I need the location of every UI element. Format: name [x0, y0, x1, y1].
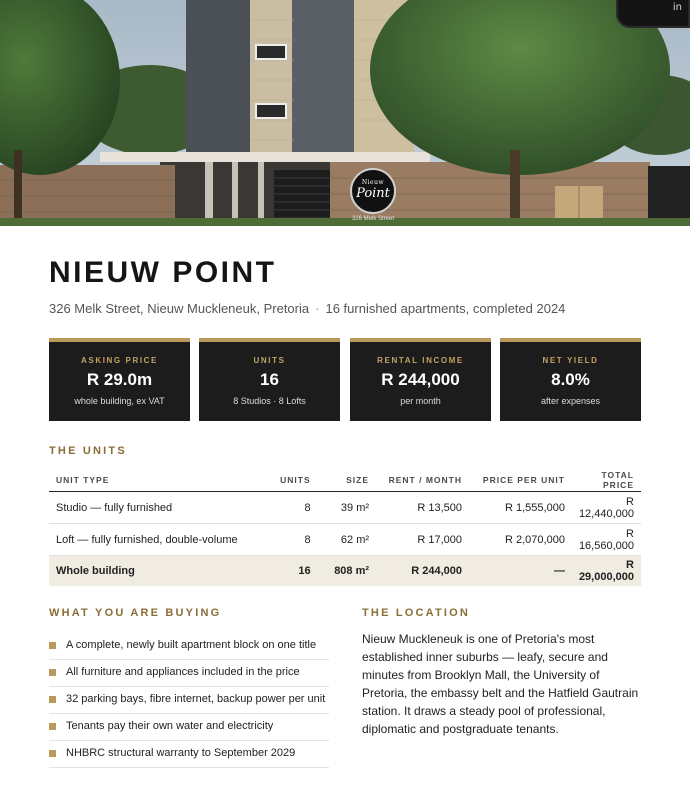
list-item	[49, 687, 329, 714]
cell-rent: R 17,000	[376, 524, 469, 556]
table-total-row	[49, 556, 641, 587]
column-header: UNIT TYPE	[49, 468, 264, 492]
cell-total-price: R 12,440,000	[572, 492, 641, 524]
table-row	[49, 524, 641, 556]
list-item-text: NHBRC structural warranty to September 2029	[66, 747, 296, 759]
cell-rent: R 244,000	[376, 556, 469, 587]
logo-text-bottom: Point	[356, 186, 390, 201]
cell-price-per-unit: —	[469, 556, 572, 587]
cell-total-price: R 29,000,000	[572, 556, 641, 587]
key-stats	[49, 338, 641, 421]
building-logo-sign	[350, 168, 396, 214]
list-item-text: A complete, newly built apartment block on one title	[66, 639, 317, 651]
stat-label: NET YIELD	[542, 356, 599, 365]
stat-card-rental-income	[350, 338, 491, 421]
location-description: Nieuw Muckleneuk is one of Pretoria's most established inner suburbs — leafy, secure and minutes from Brooklyn Mall, the University of Pretoria, the embassy belt and the Hatfield Gautrain station. It draws a steady pool of professional, diplomatic and postgraduate tenants.	[362, 632, 639, 736]
stat-card-units	[199, 338, 340, 421]
device-overlay-text: in	[672, 2, 682, 13]
list-item	[49, 741, 329, 768]
cell-size: 39 m²	[318, 492, 376, 524]
square-bullet-icon	[49, 723, 56, 730]
square-bullet-icon	[49, 669, 56, 676]
list-item	[49, 633, 329, 660]
property-address: 326 Melk Street, Nieuw Muckleneuk, Pretoria	[49, 301, 310, 316]
column-header: RENT / MONTH	[376, 468, 469, 492]
cell-price-per-unit: R 2,070,000	[469, 524, 572, 556]
column-header: UNITS	[264, 468, 318, 492]
stat-value: R 29.0m	[86, 370, 153, 389]
cell-size: 808 m²	[318, 556, 376, 587]
property-subtitle	[49, 301, 565, 316]
cell-units: 8	[264, 492, 318, 524]
stat-label: RENTAL INCOME	[377, 356, 464, 365]
list-item	[49, 660, 329, 687]
building-illustration	[0, 0, 690, 226]
stat-label: UNITS	[253, 356, 286, 365]
list-item	[49, 714, 329, 741]
square-bullet-icon	[49, 696, 56, 703]
table-row	[49, 492, 641, 524]
stat-sub: 8 Studios · 8 Lofts	[233, 396, 306, 406]
property-title: NIEUW POINT	[49, 256, 277, 289]
column-header: TOTAL PRICE	[572, 468, 641, 492]
stat-sub: per month	[400, 396, 441, 406]
buying-list	[49, 633, 329, 768]
list-item-text: All furniture and appliances included in the price	[66, 666, 300, 678]
logo-text-top: Nieuw	[361, 179, 385, 186]
units-heading: THE UNITS	[49, 445, 127, 457]
subtitle-separator: ·	[315, 301, 320, 316]
cell-unit-type: Loft — fully furnished, double-volume	[49, 524, 264, 556]
cell-rent: R 13,500	[376, 492, 469, 524]
stat-card-asking-price	[49, 338, 190, 421]
cell-size: 62 m²	[318, 524, 376, 556]
cell-units: 8	[264, 524, 318, 556]
stat-sub: whole building, ex VAT	[74, 396, 165, 406]
table-header-row	[49, 468, 641, 492]
device-notch-overlay	[616, 0, 690, 28]
location-heading: THE LOCATION	[362, 607, 471, 619]
cell-price-per-unit: R 1,555,000	[469, 492, 572, 524]
stat-value: 16	[260, 370, 279, 389]
street-number-sign: 326 Melk Street	[352, 216, 395, 222]
square-bullet-icon	[49, 642, 56, 649]
cell-total-price: R 16,560,000	[572, 524, 641, 556]
column-header: PRICE PER UNIT	[469, 468, 572, 492]
stat-card-net-yield	[500, 338, 641, 421]
units-table	[49, 468, 641, 586]
cell-unit-type: Studio — fully furnished	[49, 492, 264, 524]
property-summary: 16 furnished apartments, completed 2024	[325, 301, 566, 316]
buying-heading: WHAT YOU ARE BUYING	[49, 607, 222, 619]
list-item-text: 32 parking bays, fibre internet, backup power per unit	[66, 693, 326, 705]
list-item-text: Tenants pay their own water and electricity	[66, 720, 274, 732]
stat-label: ASKING PRICE	[81, 356, 158, 365]
square-bullet-icon	[49, 750, 56, 757]
stat-value: R 244,000	[381, 370, 460, 389]
stat-sub: after expenses	[540, 396, 601, 406]
stat-value: 8.0%	[551, 370, 590, 389]
column-header: SIZE	[318, 468, 376, 492]
hero-photo	[0, 0, 690, 226]
cell-units: 16	[264, 556, 318, 587]
cell-unit-type: Whole building	[49, 556, 264, 587]
